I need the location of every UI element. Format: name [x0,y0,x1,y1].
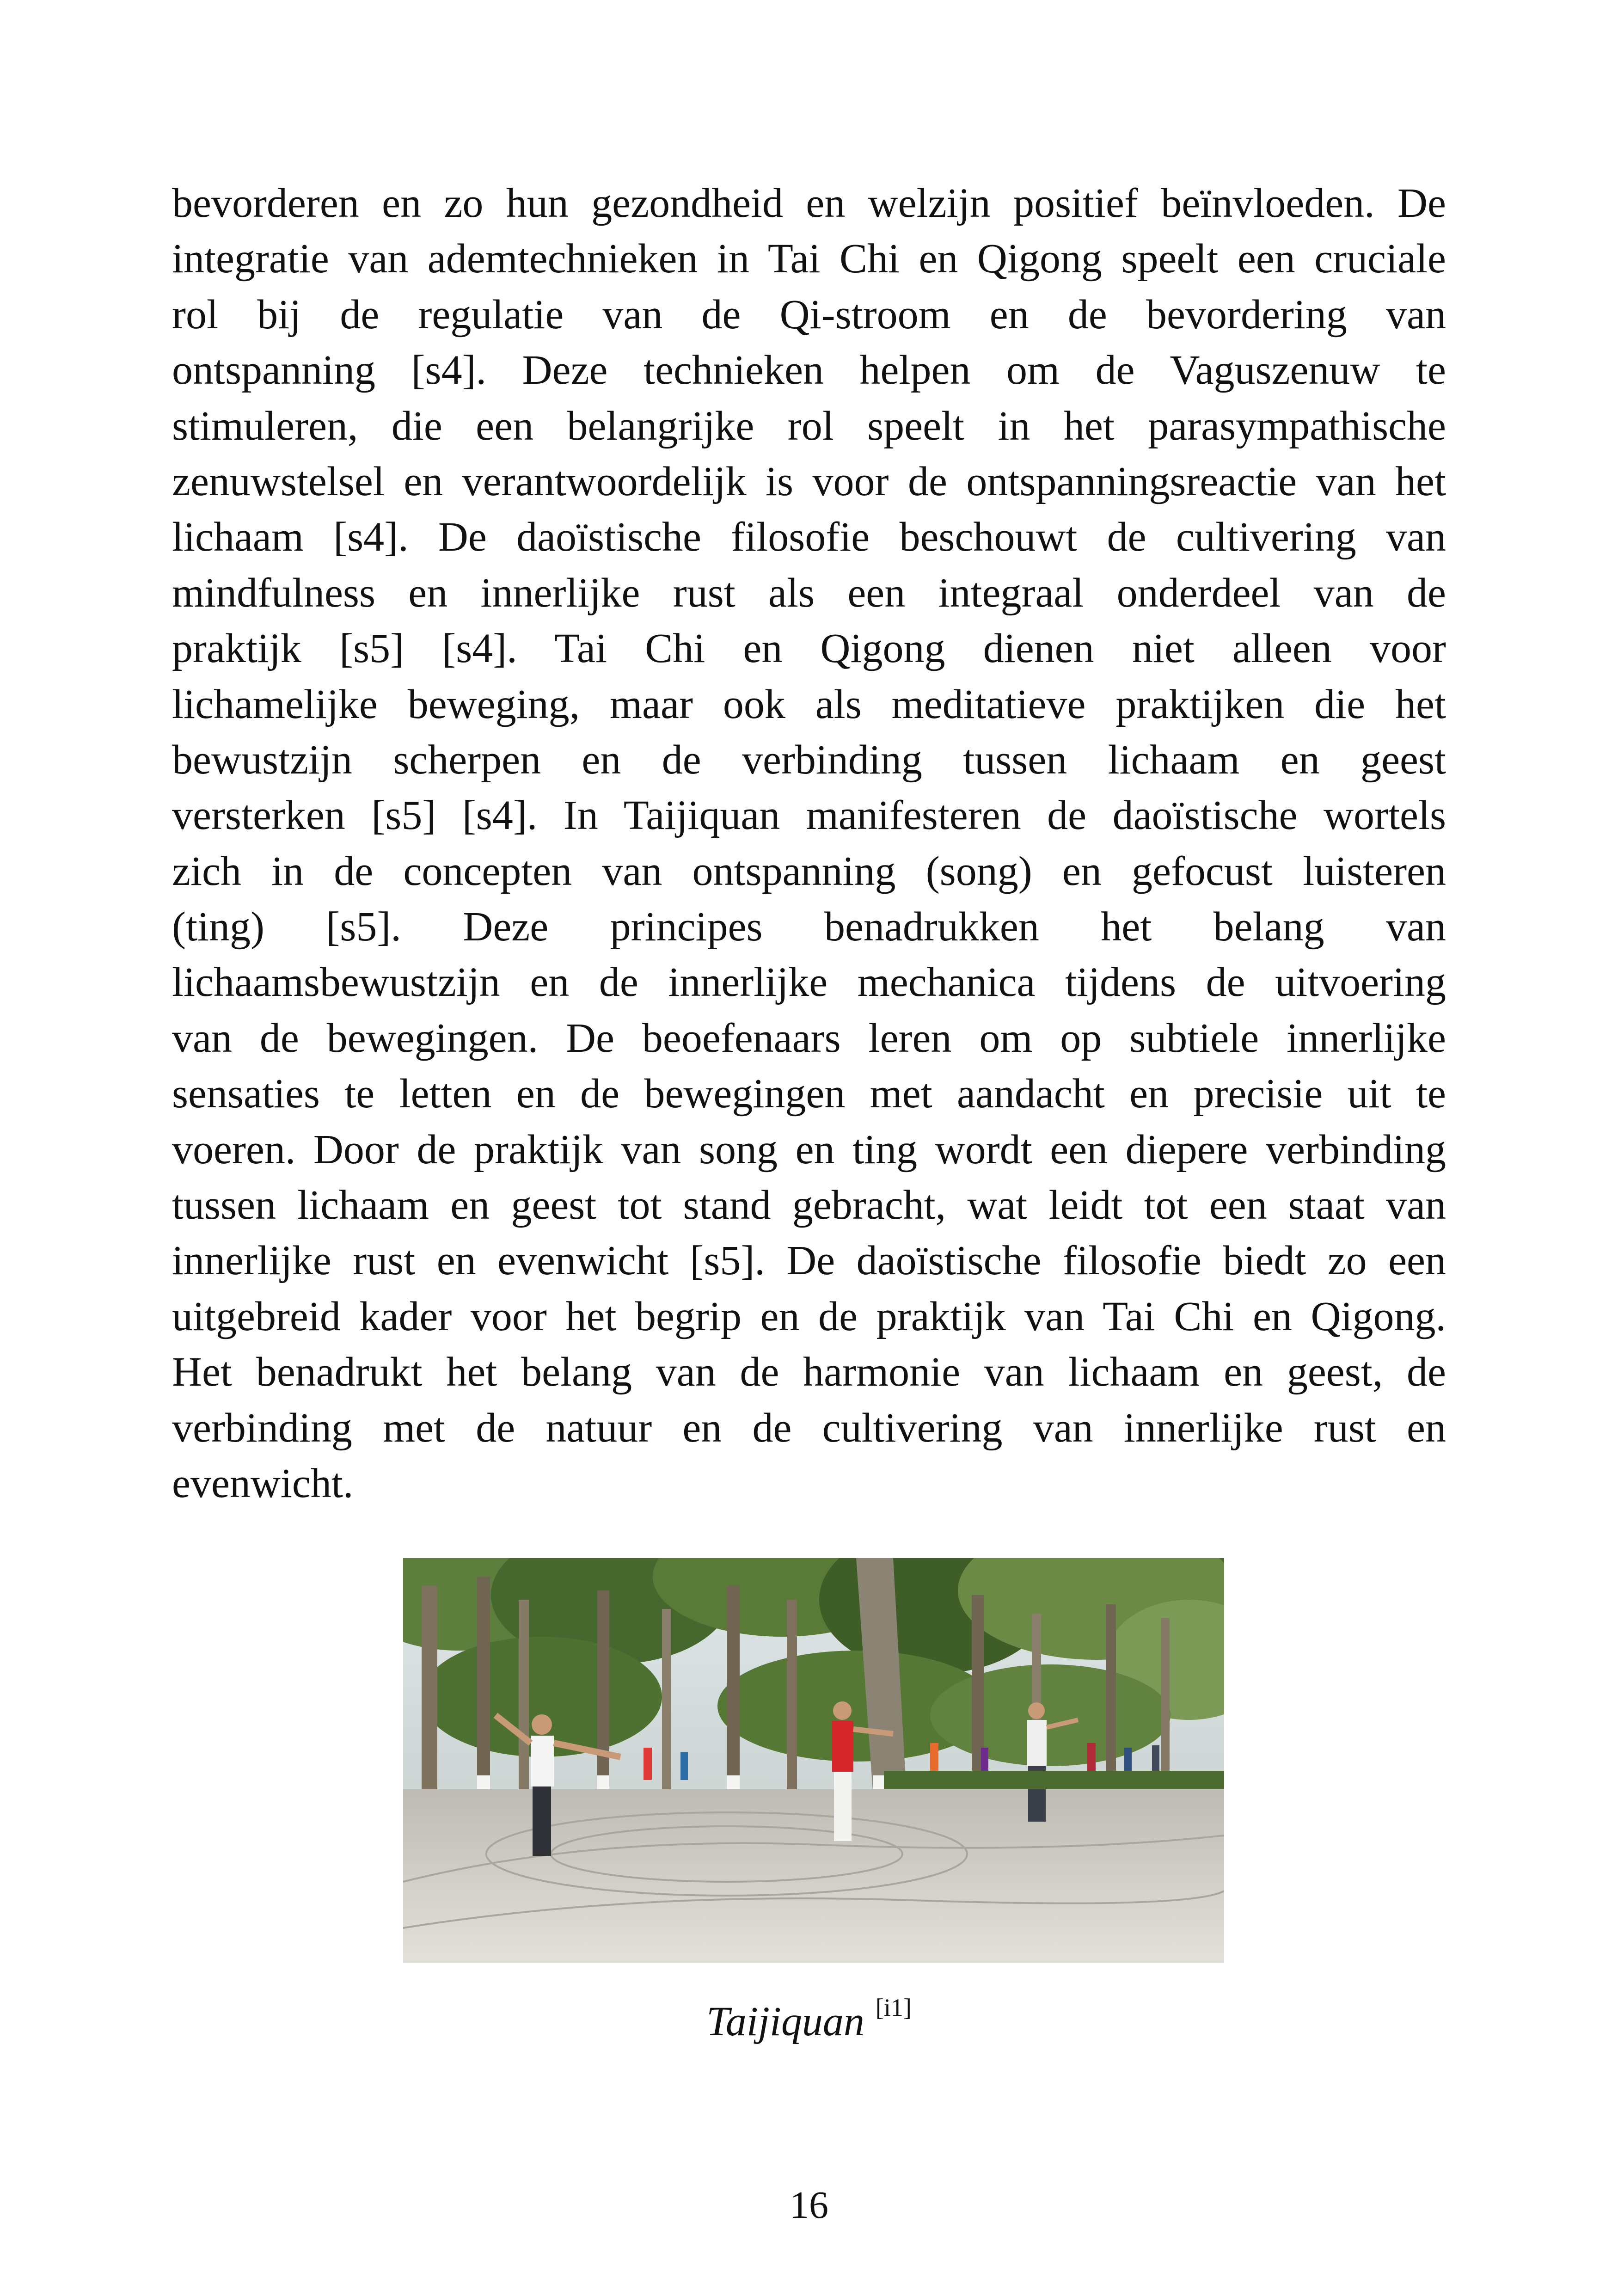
body-text [172,176,1446,1511]
body-line: lichamelijke beweging, maar ook als meditatieve praktijken die het [172,681,1446,727]
figure-caption [0,1996,1618,2052]
body-line: zenuwstelsel en verantwoordelijk is voor de ontspanningsreactie van het [172,458,1446,504]
body-line: mindfulness en innerlijke rust als een integraal onderdeel van de [172,570,1446,616]
body-line: uitgebreid kader voor het begrip en de praktijk van Tai Chi en Qigong. [172,1293,1446,1339]
body-line: innerlijke rust en evenwicht [s5]. De daoïstische filosofie biedt zo een [172,1238,1446,1284]
caption-title: Taijiquan [706,1999,864,2044]
body-line: sensaties te letten en de bewegingen met aandacht en precisie uit te [172,1071,1446,1117]
body-line: verbinding met de natuur en de cultivering van innerlijke rust en [172,1405,1446,1451]
body-line: (ting) [s5]. Deze principes benadrukken het belang van [172,904,1446,950]
caption-reference: [i1] [875,1994,912,2021]
park-scene-illustration [403,1558,1224,1963]
body-line: zich in de concepten van ontspanning (song) en gefocust luisteren [172,848,1446,894]
body-line: lichaamsbewustzijn en de innerlijke mechanica tijdens de uitvoering [172,959,1446,1006]
body-line: van de bewegingen. De beoefenaars leren om op subtiele innerlijke [172,1015,1446,1061]
page-number: 16 [790,2184,828,2227]
hedges [884,1771,1224,1789]
body-line: rol bij de regulatie van de Qi-stroom en de bevordering van [172,291,1446,338]
body-line: ontspanning [s4]. Deze technieken helpen om de Vaguszenuw te [172,347,1446,393]
body-line: praktijk [s5] [s4]. Tai Chi en Qigong dienen niet alleen voor [172,626,1446,672]
body-line: voeren. Door de praktijk van song en ting wordt een diepere verbinding [172,1126,1446,1173]
body-line: evenwicht. [172,1460,354,1506]
body-line: lichaam [s4]. De daoïstische filosofie beschouwt de cultivering van [172,514,1446,560]
body-line: versterken [s5] [s4]. In Taijiquan manifesteren de daoïstische wortels [172,792,1446,839]
body-line: integratie van ademtechnieken in Tai Chi en Qigong speelt een cruciale [172,236,1446,282]
body-line: stimuleren, die een belangrijke rol speelt in het parasympathische [172,403,1446,449]
body-line: bewustzijn scherpen en de verbinding tussen lichaam en geest [172,737,1446,783]
body-line: Het benadrukt het belang van de harmonie van lichaam en geest, de [172,1349,1446,1395]
body-line: bevorderen en zo hun gezondheid en welzijn positief beïnvloeden. De [172,180,1446,226]
body-line: tussen lichaam en geest tot stand gebracht, wat leidt tot een staat van [172,1182,1446,1228]
taijiquan-photo [403,1558,1224,1963]
